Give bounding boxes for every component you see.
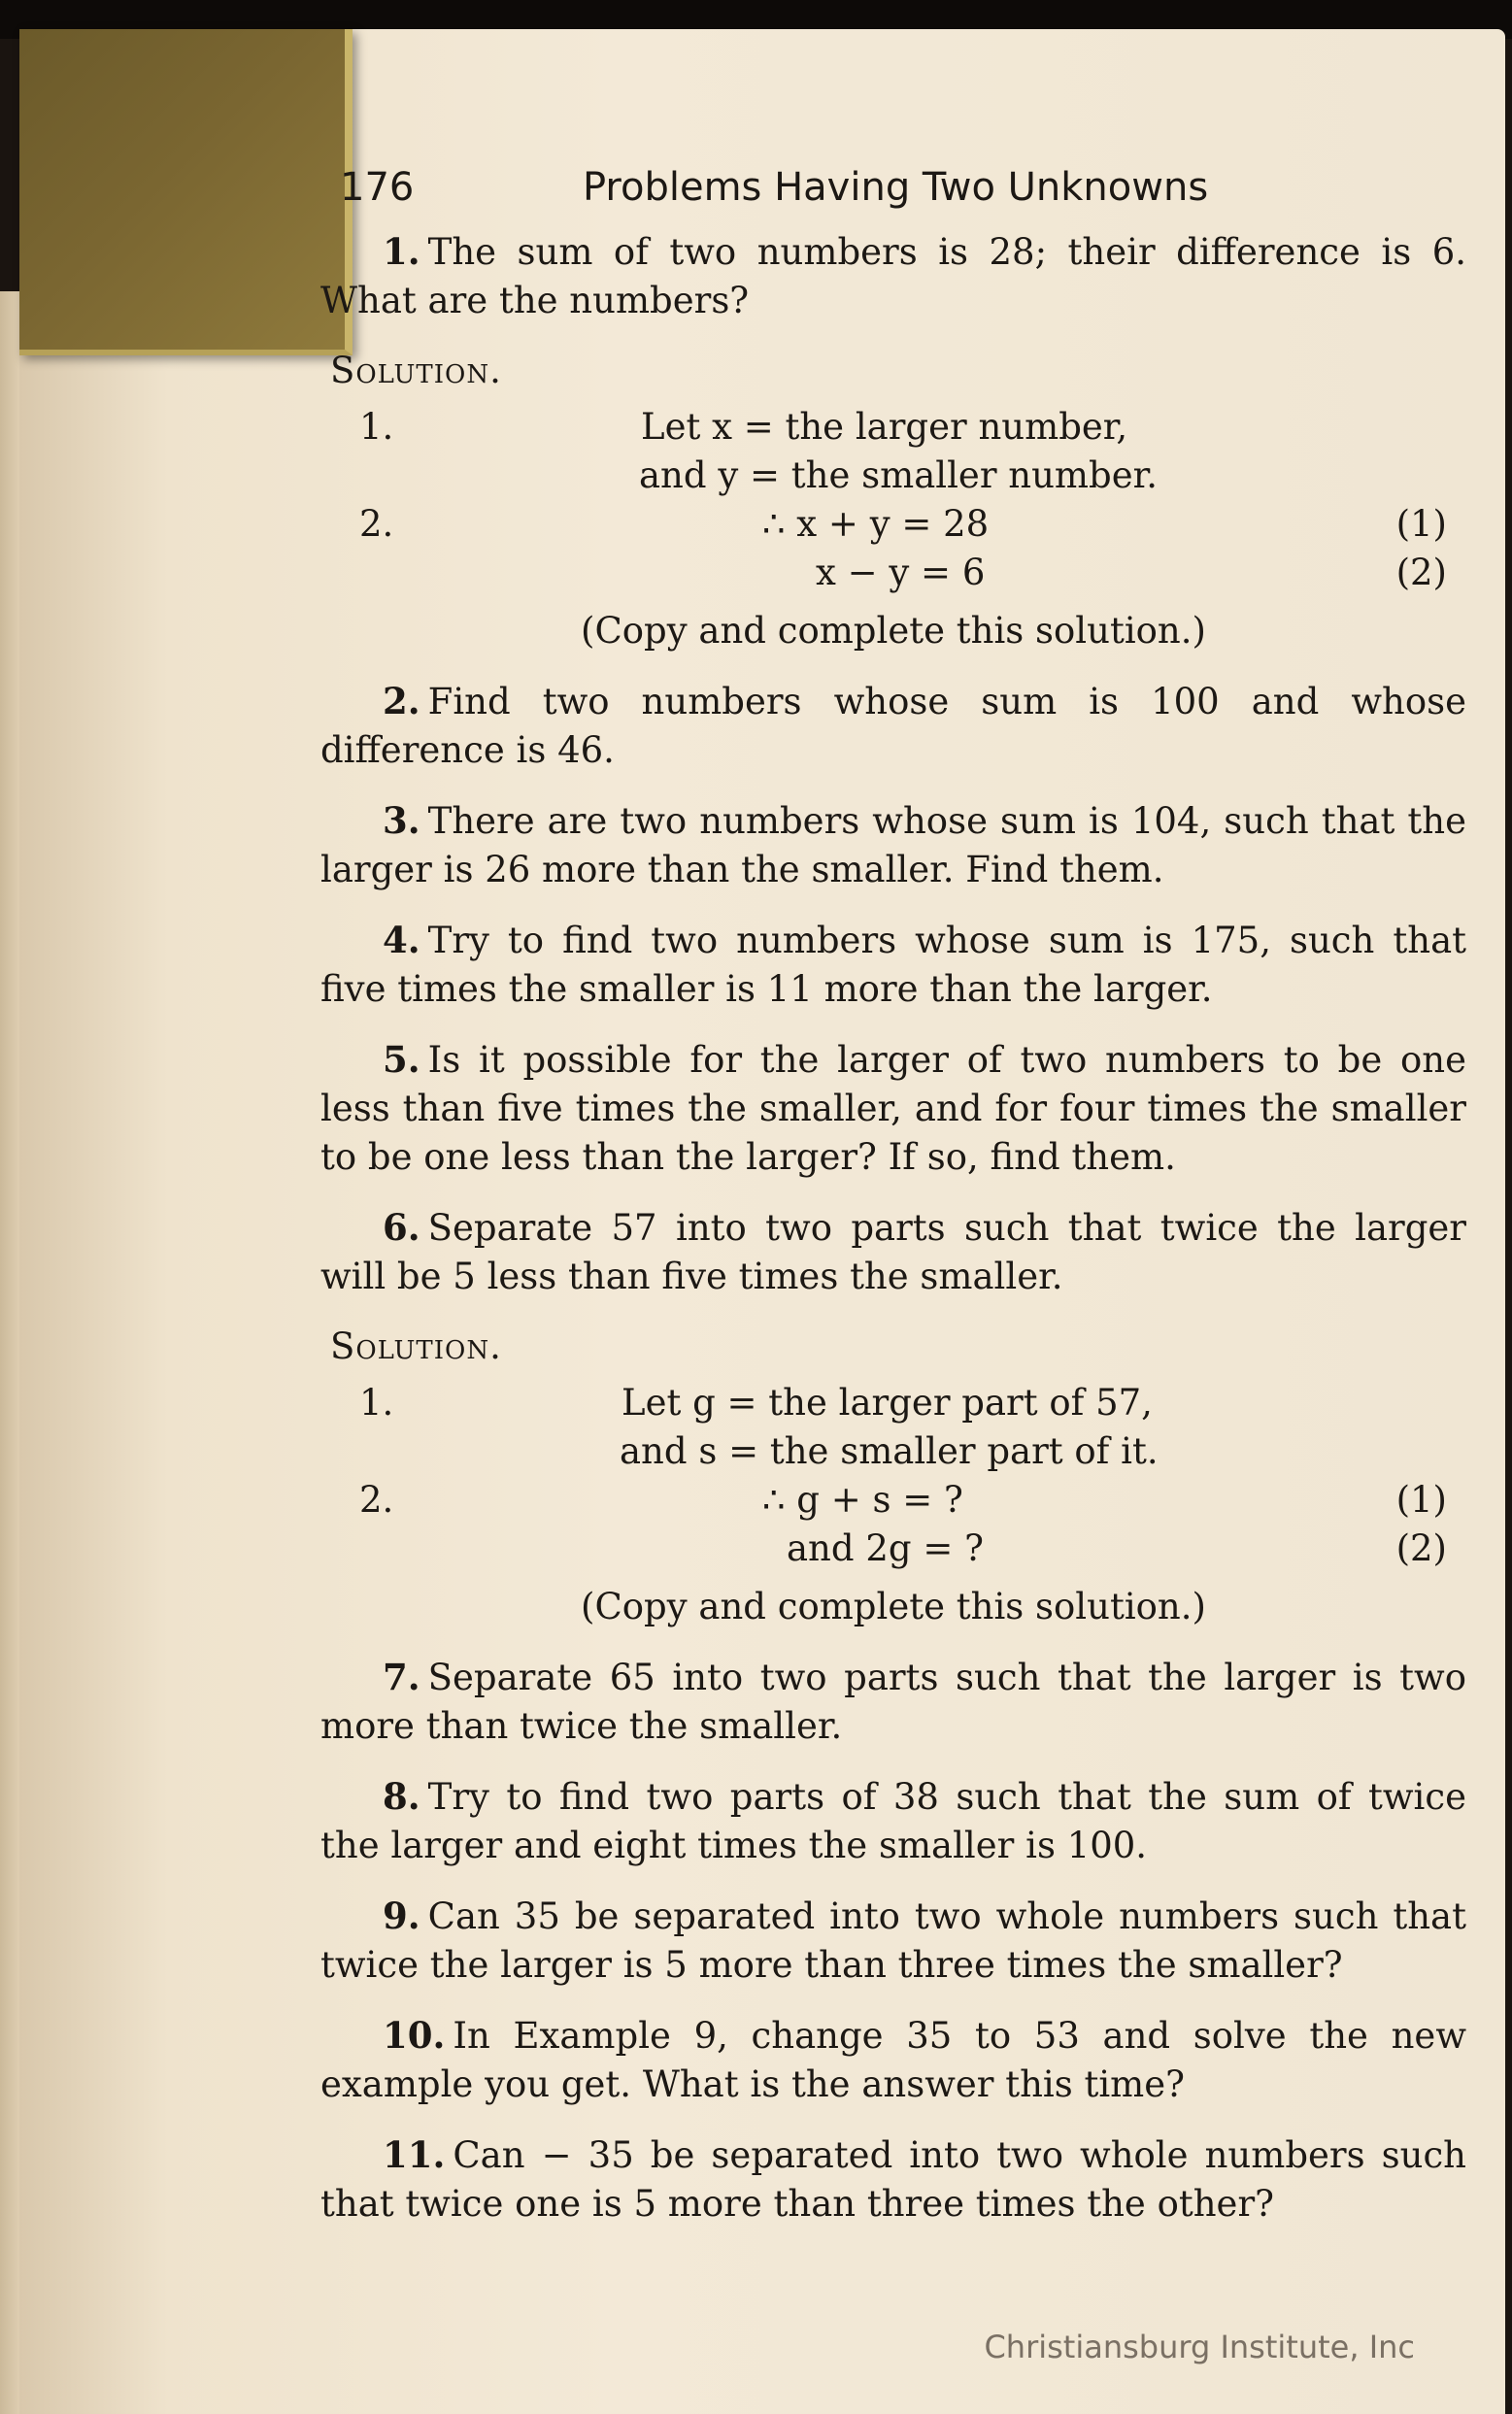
problem-11: [320, 2130, 1466, 2229]
problem-10: [320, 2011, 1466, 2109]
equation: and 2g = ?: [787, 1527, 984, 1569]
problem-text: The sum of two numbers is 28; their difference is 6. What are the numbers?: [320, 231, 1466, 321]
problem-text: Separate 65 into two parts such that the larger is two more than twice the smaller.: [320, 1657, 1466, 1747]
problem-text: Is it possible for the larger of two numbers to be one less than five times the smaller, and for four times the smaller to be one less than the larger? If so, find them.: [320, 1039, 1466, 1178]
equation-number: (1): [1395, 503, 1447, 545]
problem-number: 9.: [383, 1894, 420, 1937]
problem-3: [320, 796, 1466, 894]
problem-text: Find two numbers whose sum is 100 and whose difference is 46.: [320, 681, 1466, 771]
solution-label: Solution.: [330, 1325, 502, 1367]
step-number: 2.: [359, 503, 394, 545]
equation: x − y = 6: [816, 552, 986, 593]
problem-text: Try to find two numbers whose sum is 175, such that five times the smaller is 11 more than the larger.: [320, 920, 1466, 1010]
problem-number: 3.: [383, 799, 420, 842]
problem-number: 2.: [383, 680, 420, 722]
step-number: 2.: [359, 1479, 394, 1521]
solution-row: [320, 1476, 1466, 1525]
problem-number: 1.: [383, 230, 420, 273]
solution-row: [320, 1427, 1466, 1476]
solution-row: [320, 403, 1466, 452]
equation: ∴ g + s = ?: [762, 1479, 963, 1521]
page-header: [320, 155, 1466, 214]
problem-text: There are two numbers whose sum is 104, such that the larger is 26 more than the smaller. Find them.: [320, 800, 1466, 890]
problem-1: [320, 227, 1466, 325]
solution-line: Let g = the larger part of 57,: [622, 1382, 1153, 1424]
problem-number: 8.: [383, 1775, 420, 1818]
copy-note: (Copy and complete this solution.): [581, 1586, 1206, 1627]
running-title: Problems Having Two Unknowns: [583, 165, 1209, 210]
step-number: 1.: [359, 406, 394, 448]
page-number: 176: [340, 165, 415, 210]
problem-text: Try to find two parts of 38 such that the sum of twice the larger and eight times the smaller is 100.: [320, 1776, 1466, 1866]
problem-7: [320, 1653, 1466, 1751]
problem-5: [320, 1035, 1466, 1182]
equation-number: (2): [1395, 552, 1447, 593]
problem-number: 11.: [383, 2133, 446, 2176]
problem-2: [320, 677, 1466, 775]
problem-6: [320, 1203, 1466, 1301]
problem-number: 4.: [383, 919, 420, 961]
equation: ∴ x + y = 28: [762, 503, 990, 545]
copy-note: (Copy and complete this solution.): [581, 610, 1206, 652]
equation-number: (2): [1395, 1527, 1447, 1569]
solution-label: Solution.: [330, 350, 502, 391]
solution-row: [320, 452, 1466, 500]
step-number: 1.: [359, 1382, 394, 1424]
bookmark-ribbon: [19, 29, 353, 355]
solution-line: and s = the smaller part of it.: [620, 1430, 1159, 1472]
problem-number: 6.: [383, 1206, 420, 1249]
solution-line: and y = the smaller number.: [639, 454, 1158, 496]
problem-9: [320, 1892, 1466, 1990]
problem-text: In Example 9, change 35 to 53 and solve the new example you get. What is the answer this time?: [320, 2015, 1466, 2105]
problem-number: 10.: [383, 2014, 446, 2057]
solution-block-1: [320, 347, 1466, 655]
equation-number: (1): [1395, 1479, 1447, 1521]
solution-row: [320, 500, 1466, 549]
problem-text: Can 35 be separated into two whole numbers such that twice the larger is 5 more than three times the smaller?: [320, 1895, 1466, 1986]
problem-8: [320, 1772, 1466, 1870]
page-content: [320, 155, 1466, 2250]
solution-line: Let x = the larger number,: [641, 406, 1128, 448]
solution-block-2: [320, 1323, 1466, 1631]
problem-text: Can − 35 be separated into two whole numbers such that twice one is 5 more than three times the other?: [320, 2134, 1466, 2225]
problem-number: 7.: [383, 1656, 420, 1698]
solution-row: [320, 549, 1466, 597]
problem-number: 5.: [383, 1038, 420, 1081]
watermark: Christiansburg Institute, Inc: [984, 2329, 1415, 2365]
problem-4: [320, 916, 1466, 1014]
problem-text: Separate 57 into two parts such that twice the larger will be 5 less than five times the smaller.: [320, 1207, 1466, 1297]
solution-row: [320, 1525, 1466, 1573]
solution-row: [320, 1379, 1466, 1427]
